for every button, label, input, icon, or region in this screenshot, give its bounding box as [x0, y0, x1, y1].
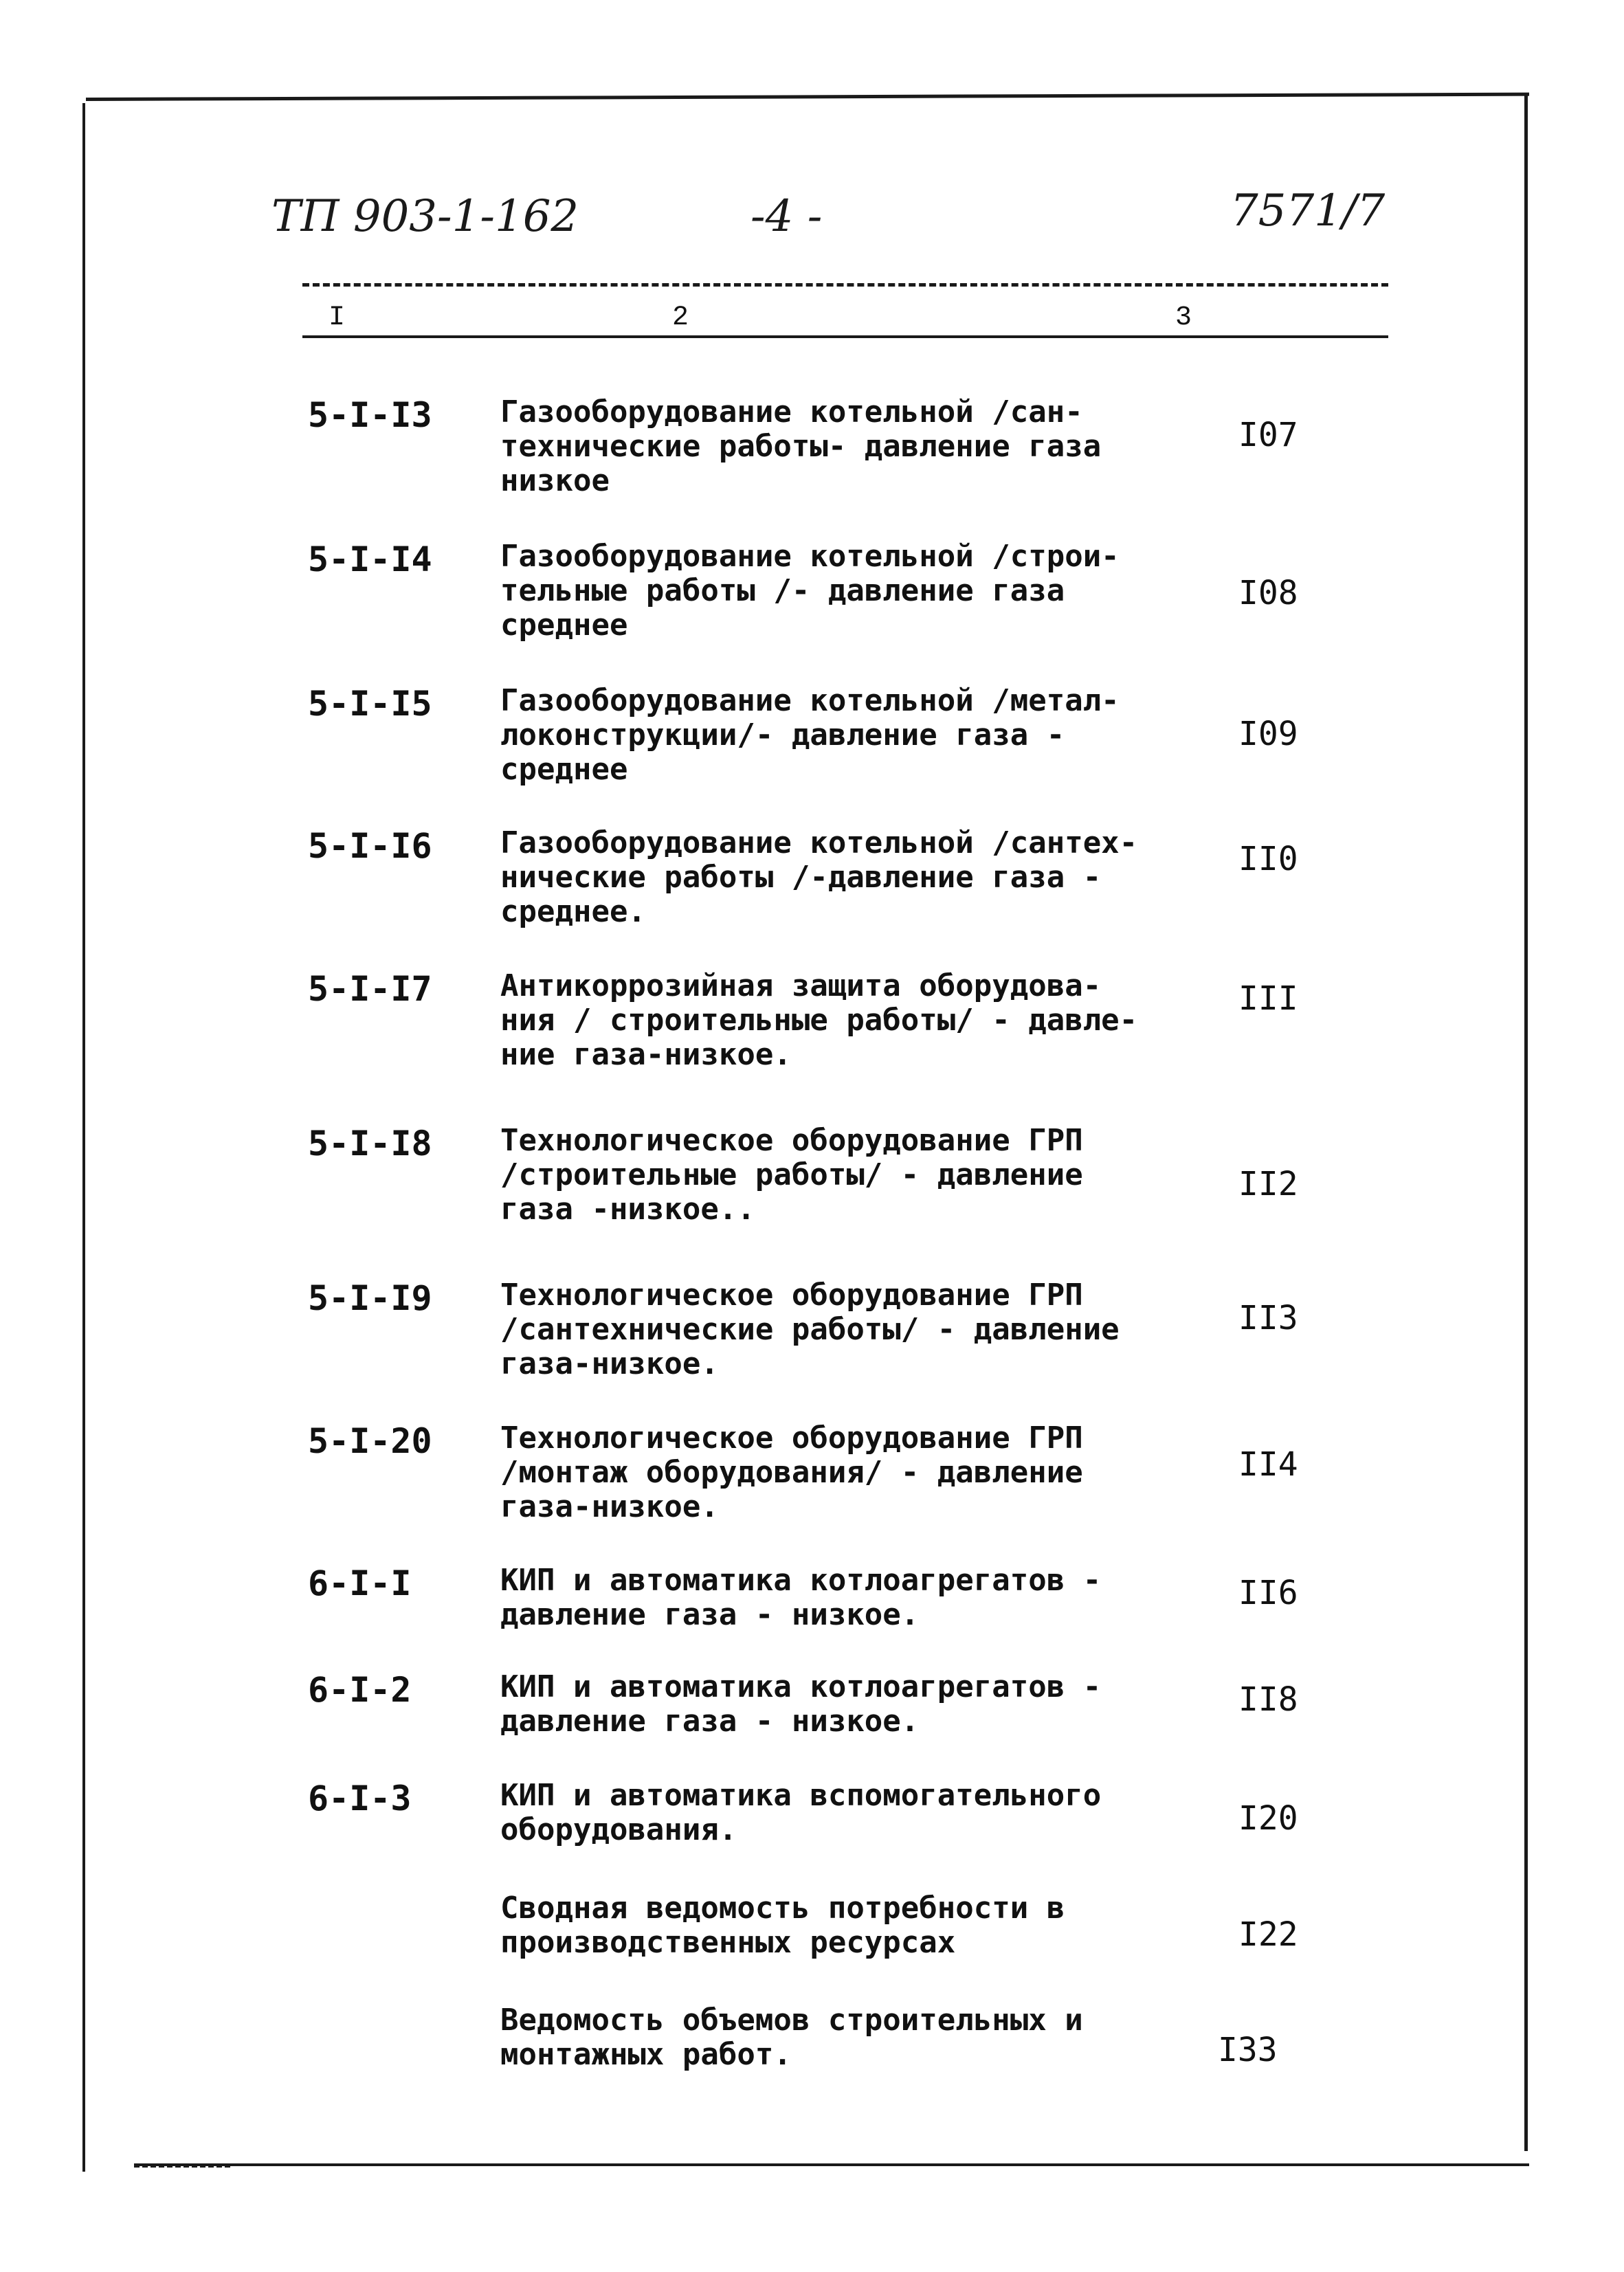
entry-page: II0: [1238, 840, 1298, 878]
frame-left-border: [82, 103, 85, 2172]
entry-page: I08: [1238, 574, 1298, 612]
column-number-1: I: [329, 302, 346, 333]
entry-code: 5-I-I4: [308, 539, 432, 579]
entry-code: 5-I-I8: [308, 1124, 432, 1163]
entry-code: 6-I-3: [308, 1779, 412, 1818]
header-solid-rule: [302, 335, 1388, 338]
entry-page: I09: [1238, 715, 1298, 753]
frame-bottom-dash: [134, 2165, 230, 2168]
frame-top-border: [86, 93, 1529, 101]
entry-description: Газооборудование котельной /метал- локонструкции/- давление газа - среднее: [500, 683, 1120, 787]
entry-description: Газооборудование котельной /сан- технические работы- давление газа низкое: [500, 394, 1102, 498]
entry-page: II2: [1238, 1165, 1298, 1203]
sheet-number: 7571/7: [1230, 186, 1386, 236]
entry-description: Технологическое оборудование ГРП /монтаж оборудования/ - давление газа-низкое.: [500, 1421, 1083, 1524]
entry-description: Ведомость объемов строительных и монтажных работ.: [500, 2003, 1083, 2072]
entry-description: КИП и автоматика котлоагрегатов - давление газа - низкое.: [500, 1563, 1102, 1632]
document-code: ТП 903-1-162: [271, 191, 579, 242]
entry-description: Антикоррозийная защита оборудова- ния / строительные работы/ - давле- ние газа-низкое.: [500, 968, 1138, 1072]
entry-code: 5-I-I3: [308, 395, 432, 435]
column-number-3: 3: [1175, 302, 1192, 333]
entry-code: 5-I-20: [308, 1421, 432, 1461]
entry-page: III: [1238, 979, 1298, 1018]
entry-code: 6-I-2: [308, 1670, 412, 1710]
entry-description: Сводная ведомость потребности в производственных ресурсах: [500, 1891, 1065, 1960]
entry-description: КИП и автоматика вспомогательного оборудования.: [500, 1778, 1102, 1847]
page-number: -4 -: [750, 191, 823, 242]
frame-right-border: [1524, 93, 1528, 2151]
entry-description: КИП и автоматика котлоагрегатов - давление газа - низкое.: [500, 1669, 1102, 1739]
entry-code: 6-I-I: [308, 1563, 412, 1603]
entry-code: 5-I-I6: [308, 826, 432, 866]
entry-description: Технологическое оборудование ГРП /строительные работы/ - давление газа -низкое..: [500, 1123, 1083, 1227]
entry-page: I22: [1238, 1915, 1298, 1954]
entry-code: 5-I-I9: [308, 1278, 432, 1318]
entry-page: II4: [1238, 1445, 1298, 1484]
entry-code: 5-I-I5: [308, 684, 432, 724]
entry-page: I33: [1218, 2031, 1278, 2069]
frame-bottom-border: [134, 2163, 1529, 2166]
entry-page: II8: [1238, 1680, 1298, 1719]
entry-description: Газооборудование котельной /сантех- нические работы /-давление газа - среднее.: [500, 825, 1138, 929]
entry-description: Технологическое оборудование ГРП /сантехнические работы/ - давление газа-низкое.: [500, 1278, 1120, 1381]
entry-description: Газооборудование котельной /строи- тельные работы /- давление газа среднее: [500, 539, 1120, 643]
entry-page: I20: [1238, 1799, 1298, 1838]
entry-page: II3: [1238, 1299, 1298, 1337]
entry-page: II6: [1238, 1574, 1298, 1612]
entry-page: I07: [1238, 416, 1298, 454]
entry-code: 5-I-I7: [308, 969, 432, 1009]
column-number-2: 2: [672, 302, 689, 333]
header-dashed-rule: [302, 283, 1388, 287]
